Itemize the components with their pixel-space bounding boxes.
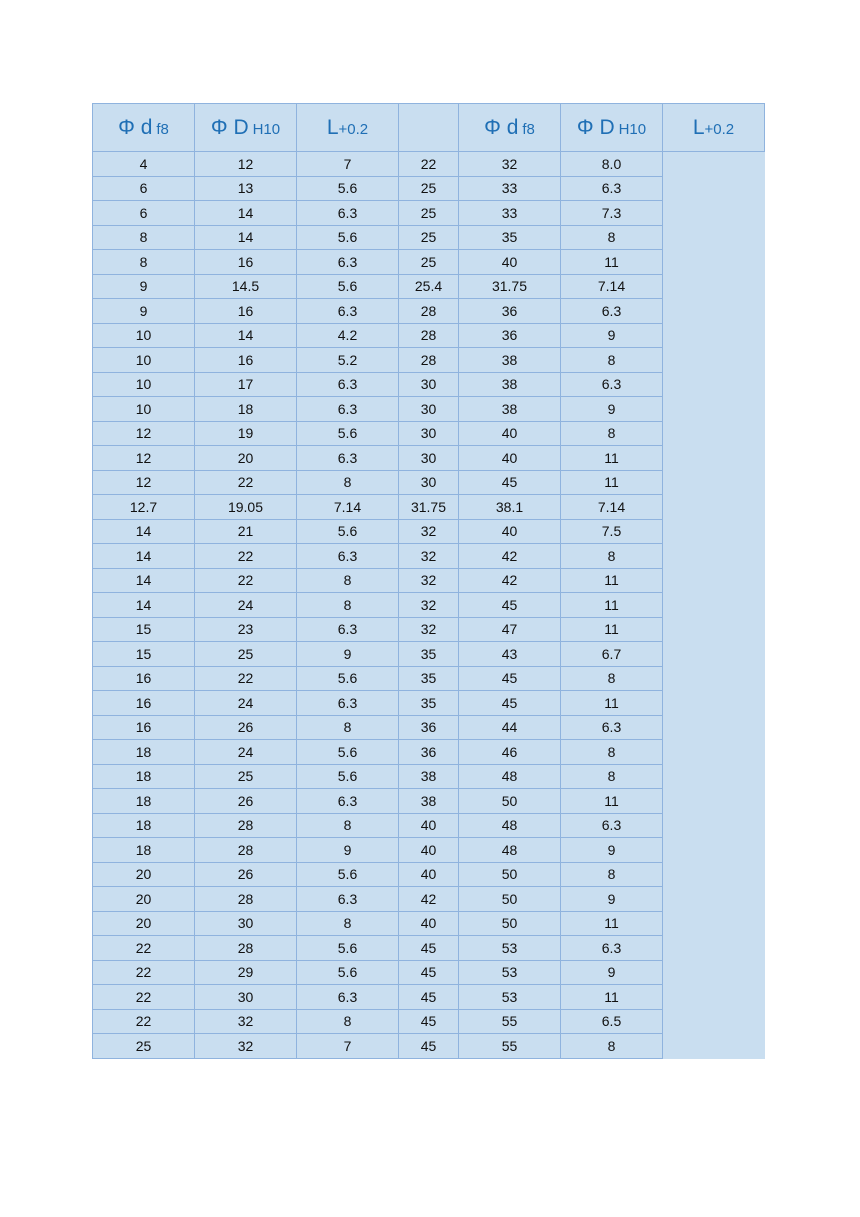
left-cell: 6.3 [297, 250, 399, 275]
right-cell: 45 [459, 666, 561, 691]
header-tolerance-text: +0.2 [704, 120, 735, 138]
right-cell: 6.3 [561, 176, 663, 201]
left-cell: 10 [93, 397, 195, 422]
right-cell: 36 [399, 715, 459, 740]
left-cell: 16 [93, 715, 195, 740]
left-cell: 8 [297, 1009, 399, 1034]
left-cell: 7.14 [297, 495, 399, 520]
header-main-text: L [326, 115, 339, 139]
table-row [93, 1009, 765, 1034]
right-cell: 45 [459, 593, 561, 618]
right-cell: 40 [459, 250, 561, 275]
header-main-text: Φ d [484, 115, 519, 139]
header-main-text: L [692, 115, 705, 139]
left-cell: 7 [297, 1034, 399, 1059]
left-cell: 24 [195, 593, 297, 618]
right-cell: 50 [459, 862, 561, 887]
left-cell: 8 [297, 593, 399, 618]
right-cell: 6.5 [561, 1009, 663, 1034]
right-cell: 30 [399, 470, 459, 495]
table-row [93, 617, 765, 642]
right-cell: 11 [561, 691, 663, 716]
table-row [93, 691, 765, 716]
table-row [93, 789, 765, 814]
right-cell: 11 [561, 250, 663, 275]
table-row [93, 299, 765, 324]
right-cell: 28 [399, 348, 459, 373]
left-cell: 28 [195, 813, 297, 838]
table-row [93, 495, 765, 520]
left-cell: 21 [195, 519, 297, 544]
right-cell: 11 [561, 470, 663, 495]
left-cell: 6.3 [297, 299, 399, 324]
right-cell: 32 [459, 152, 561, 177]
left-cell: 8 [297, 470, 399, 495]
table-row [93, 568, 765, 593]
right-cell: 32 [399, 617, 459, 642]
left-cell: 18 [93, 813, 195, 838]
left-cell: 17 [195, 372, 297, 397]
right-cell: 50 [459, 789, 561, 814]
right-cell: 8 [561, 544, 663, 569]
table-row [93, 985, 765, 1010]
table-row [93, 152, 765, 177]
table-row [93, 936, 765, 961]
right-cell: 36 [459, 323, 561, 348]
table-row [93, 250, 765, 275]
right-cell: 40 [399, 813, 459, 838]
right-cell: 38 [459, 397, 561, 422]
left-cell: 19.05 [195, 495, 297, 520]
right-cell: 50 [459, 911, 561, 936]
left-cell: 6.3 [297, 372, 399, 397]
right-cell: 25 [399, 201, 459, 226]
right-cell: 7.14 [561, 274, 663, 299]
right-cell: 53 [459, 985, 561, 1010]
right-cell: 8.0 [561, 152, 663, 177]
left-cell: 14 [195, 323, 297, 348]
left-cell: 9 [297, 838, 399, 863]
header-right-inner-diameter [459, 104, 561, 152]
left-cell: 14 [195, 225, 297, 250]
right-cell: 48 [459, 838, 561, 863]
right-cell: 48 [459, 764, 561, 789]
table-row [93, 764, 765, 789]
left-cell: 20 [93, 887, 195, 912]
header-tolerance-text: f8 [522, 120, 535, 138]
table-row [93, 519, 765, 544]
right-cell: 46 [459, 740, 561, 765]
right-cell: 40 [399, 862, 459, 887]
right-cell: 45 [399, 985, 459, 1010]
header-main-text: Φ D [576, 115, 615, 139]
left-cell: 8 [297, 715, 399, 740]
left-cell: 5.6 [297, 936, 399, 961]
table-row [93, 1034, 765, 1059]
right-cell: 8 [561, 764, 663, 789]
right-cell: 35 [399, 642, 459, 667]
left-cell: 22 [195, 666, 297, 691]
right-cell: 8 [561, 666, 663, 691]
right-cell: 44 [459, 715, 561, 740]
left-cell: 22 [93, 960, 195, 985]
table-row [93, 642, 765, 667]
table-row [93, 274, 765, 299]
right-cell: 35 [459, 225, 561, 250]
left-cell: 26 [195, 862, 297, 887]
table-row [93, 740, 765, 765]
table-row [93, 715, 765, 740]
right-cell: 42 [459, 568, 561, 593]
right-cell: 7.5 [561, 519, 663, 544]
left-cell: 22 [195, 544, 297, 569]
table-row [93, 225, 765, 250]
table-row [93, 323, 765, 348]
table-row [93, 813, 765, 838]
table-row [93, 862, 765, 887]
right-cell: 45 [399, 1009, 459, 1034]
left-cell: 6 [93, 176, 195, 201]
table-row [93, 348, 765, 373]
right-cell: 25.4 [399, 274, 459, 299]
left-cell: 14 [195, 201, 297, 226]
right-cell: 43 [459, 642, 561, 667]
left-cell: 22 [93, 1009, 195, 1034]
left-cell: 15 [93, 617, 195, 642]
right-cell: 53 [459, 936, 561, 961]
right-cell: 31.75 [459, 274, 561, 299]
left-cell: 23 [195, 617, 297, 642]
left-cell: 22 [195, 470, 297, 495]
header-left-outer-diameter [195, 104, 297, 152]
left-cell: 5.6 [297, 225, 399, 250]
right-cell: 28 [399, 323, 459, 348]
left-cell: 5.2 [297, 348, 399, 373]
right-cell: 9 [561, 323, 663, 348]
right-cell: 9 [561, 397, 663, 422]
left-cell: 6.3 [297, 617, 399, 642]
left-cell: 14.5 [195, 274, 297, 299]
right-cell: 45 [459, 470, 561, 495]
left-cell: 6.3 [297, 397, 399, 422]
right-cell: 8 [561, 348, 663, 373]
left-cell: 18 [195, 397, 297, 422]
header-left-length [297, 104, 399, 152]
left-cell: 30 [195, 985, 297, 1010]
header-right-length [663, 104, 765, 152]
table-row [93, 666, 765, 691]
left-cell: 5.6 [297, 960, 399, 985]
right-cell: 30 [399, 372, 459, 397]
right-cell: 50 [459, 887, 561, 912]
right-cell: 33 [459, 201, 561, 226]
right-cell: 48 [459, 813, 561, 838]
right-cell: 38 [459, 348, 561, 373]
left-cell: 16 [195, 250, 297, 275]
table-row [93, 470, 765, 495]
right-cell: 9 [561, 838, 663, 863]
right-cell: 6.3 [561, 936, 663, 961]
left-cell: 24 [195, 691, 297, 716]
right-cell: 25 [399, 225, 459, 250]
left-cell: 18 [93, 764, 195, 789]
left-cell: 8 [93, 250, 195, 275]
left-cell: 5.6 [297, 176, 399, 201]
left-cell: 8 [297, 813, 399, 838]
left-cell: 18 [93, 789, 195, 814]
left-cell: 4.2 [297, 323, 399, 348]
table-row [93, 372, 765, 397]
header-left-inner-diameter [93, 104, 195, 152]
right-cell: 7.14 [561, 495, 663, 520]
header-tolerance-text: f8 [156, 120, 169, 138]
right-cell: 32 [399, 519, 459, 544]
left-cell: 20 [195, 446, 297, 471]
right-cell: 6.7 [561, 642, 663, 667]
left-cell: 13 [195, 176, 297, 201]
left-cell: 28 [195, 838, 297, 863]
right-cell: 11 [561, 617, 663, 642]
left-cell: 12.7 [93, 495, 195, 520]
left-cell: 24 [195, 740, 297, 765]
table-row [93, 960, 765, 985]
right-cell: 45 [399, 1034, 459, 1059]
left-cell: 26 [195, 715, 297, 740]
left-cell: 29 [195, 960, 297, 985]
right-cell: 8 [561, 421, 663, 446]
right-cell: 11 [561, 568, 663, 593]
right-cell: 40 [459, 519, 561, 544]
table-row [93, 887, 765, 912]
left-cell: 28 [195, 936, 297, 961]
table-row [93, 544, 765, 569]
left-cell: 25 [195, 642, 297, 667]
left-cell: 14 [93, 568, 195, 593]
right-cell: 6.3 [561, 372, 663, 397]
right-cell: 32 [399, 568, 459, 593]
right-cell: 55 [459, 1034, 561, 1059]
left-cell: 5.6 [297, 764, 399, 789]
right-cell: 11 [561, 789, 663, 814]
left-cell: 12 [93, 446, 195, 471]
left-cell: 10 [93, 372, 195, 397]
right-cell: 38 [399, 789, 459, 814]
right-cell: 32 [399, 593, 459, 618]
right-cell: 9 [561, 960, 663, 985]
right-cell: 9 [561, 887, 663, 912]
left-cell: 8 [93, 225, 195, 250]
left-cell: 20 [93, 911, 195, 936]
right-cell: 35 [399, 666, 459, 691]
right-cell: 30 [399, 446, 459, 471]
right-cell: 38 [399, 764, 459, 789]
header-main-text: Φ D [210, 115, 249, 139]
right-cell: 42 [399, 887, 459, 912]
right-cell: 40 [459, 446, 561, 471]
right-cell: 6.3 [561, 715, 663, 740]
header-row [93, 104, 765, 152]
left-cell: 16 [93, 691, 195, 716]
left-cell: 6.3 [297, 201, 399, 226]
left-cell: 14 [93, 519, 195, 544]
left-cell: 6.3 [297, 985, 399, 1010]
header-tolerance-text: +0.2 [338, 120, 369, 138]
right-cell: 35 [399, 691, 459, 716]
column-gap [399, 104, 459, 152]
left-cell: 12 [93, 470, 195, 495]
left-cell: 10 [93, 348, 195, 373]
left-cell: 9 [297, 642, 399, 667]
left-cell: 32 [195, 1009, 297, 1034]
left-cell: 10 [93, 323, 195, 348]
dimension-table [92, 103, 765, 1059]
right-cell: 31.75 [399, 495, 459, 520]
right-cell: 45 [459, 691, 561, 716]
left-cell: 8 [297, 568, 399, 593]
table-row [93, 176, 765, 201]
left-cell: 9 [93, 299, 195, 324]
left-cell: 5.6 [297, 666, 399, 691]
right-cell: 25 [399, 176, 459, 201]
right-cell: 30 [399, 421, 459, 446]
right-cell: 40 [459, 421, 561, 446]
left-cell: 7 [297, 152, 399, 177]
table-row [93, 421, 765, 446]
right-cell: 33 [459, 176, 561, 201]
left-cell: 16 [93, 666, 195, 691]
left-cell: 5.6 [297, 862, 399, 887]
table-row [93, 446, 765, 471]
left-cell: 22 [195, 568, 297, 593]
left-cell: 14 [93, 544, 195, 569]
left-cell: 12 [195, 152, 297, 177]
right-cell: 40 [399, 838, 459, 863]
right-cell: 25 [399, 250, 459, 275]
right-cell: 8 [561, 1034, 663, 1059]
left-cell: 18 [93, 740, 195, 765]
left-cell: 16 [195, 299, 297, 324]
right-cell: 11 [561, 911, 663, 936]
left-cell: 32 [195, 1034, 297, 1059]
right-cell: 45 [399, 960, 459, 985]
right-cell: 11 [561, 446, 663, 471]
left-cell: 5.6 [297, 421, 399, 446]
right-cell: 11 [561, 593, 663, 618]
left-cell: 6.3 [297, 789, 399, 814]
table-row [93, 397, 765, 422]
right-cell: 6.3 [561, 299, 663, 324]
left-cell: 20 [93, 862, 195, 887]
left-cell: 6.3 [297, 544, 399, 569]
right-cell: 53 [459, 960, 561, 985]
left-cell: 25 [195, 764, 297, 789]
left-cell: 14 [93, 593, 195, 618]
left-cell: 6 [93, 201, 195, 226]
right-cell: 38.1 [459, 495, 561, 520]
left-cell: 6.3 [297, 446, 399, 471]
left-cell: 28 [195, 887, 297, 912]
right-cell: 55 [459, 1009, 561, 1034]
right-cell: 7.3 [561, 201, 663, 226]
left-cell: 16 [195, 348, 297, 373]
left-cell: 22 [93, 985, 195, 1010]
left-cell: 12 [93, 421, 195, 446]
left-cell: 30 [195, 911, 297, 936]
left-cell: 19 [195, 421, 297, 446]
right-cell: 22 [399, 152, 459, 177]
right-cell: 32 [399, 544, 459, 569]
table-row [93, 593, 765, 618]
table-row [93, 201, 765, 226]
left-cell: 5.6 [297, 740, 399, 765]
right-cell: 30 [399, 397, 459, 422]
left-cell: 9 [93, 274, 195, 299]
header-main-text: Φ d [118, 115, 153, 139]
right-cell: 28 [399, 299, 459, 324]
left-cell: 4 [93, 152, 195, 177]
right-cell: 47 [459, 617, 561, 642]
table-row [93, 911, 765, 936]
left-cell: 25 [93, 1034, 195, 1059]
header-tolerance-text: H10 [252, 120, 281, 138]
right-cell: 45 [399, 936, 459, 961]
right-cell: 11 [561, 985, 663, 1010]
right-cell: 8 [561, 862, 663, 887]
left-cell: 18 [93, 838, 195, 863]
right-cell: 6.3 [561, 813, 663, 838]
left-cell: 15 [93, 642, 195, 667]
table-body [93, 152, 765, 1059]
right-cell: 42 [459, 544, 561, 569]
right-cell: 8 [561, 225, 663, 250]
left-cell: 22 [93, 936, 195, 961]
left-cell: 6.3 [297, 887, 399, 912]
right-cell: 8 [561, 740, 663, 765]
table-row [93, 838, 765, 863]
left-cell: 8 [297, 911, 399, 936]
header-right-outer-diameter [561, 104, 663, 152]
header-tolerance-text: H10 [618, 120, 647, 138]
left-cell: 5.6 [297, 519, 399, 544]
right-cell: 38 [459, 372, 561, 397]
right-cell: 36 [399, 740, 459, 765]
right-cell: 36 [459, 299, 561, 324]
left-cell: 6.3 [297, 691, 399, 716]
left-cell: 5.6 [297, 274, 399, 299]
right-cell: 40 [399, 911, 459, 936]
left-cell: 26 [195, 789, 297, 814]
